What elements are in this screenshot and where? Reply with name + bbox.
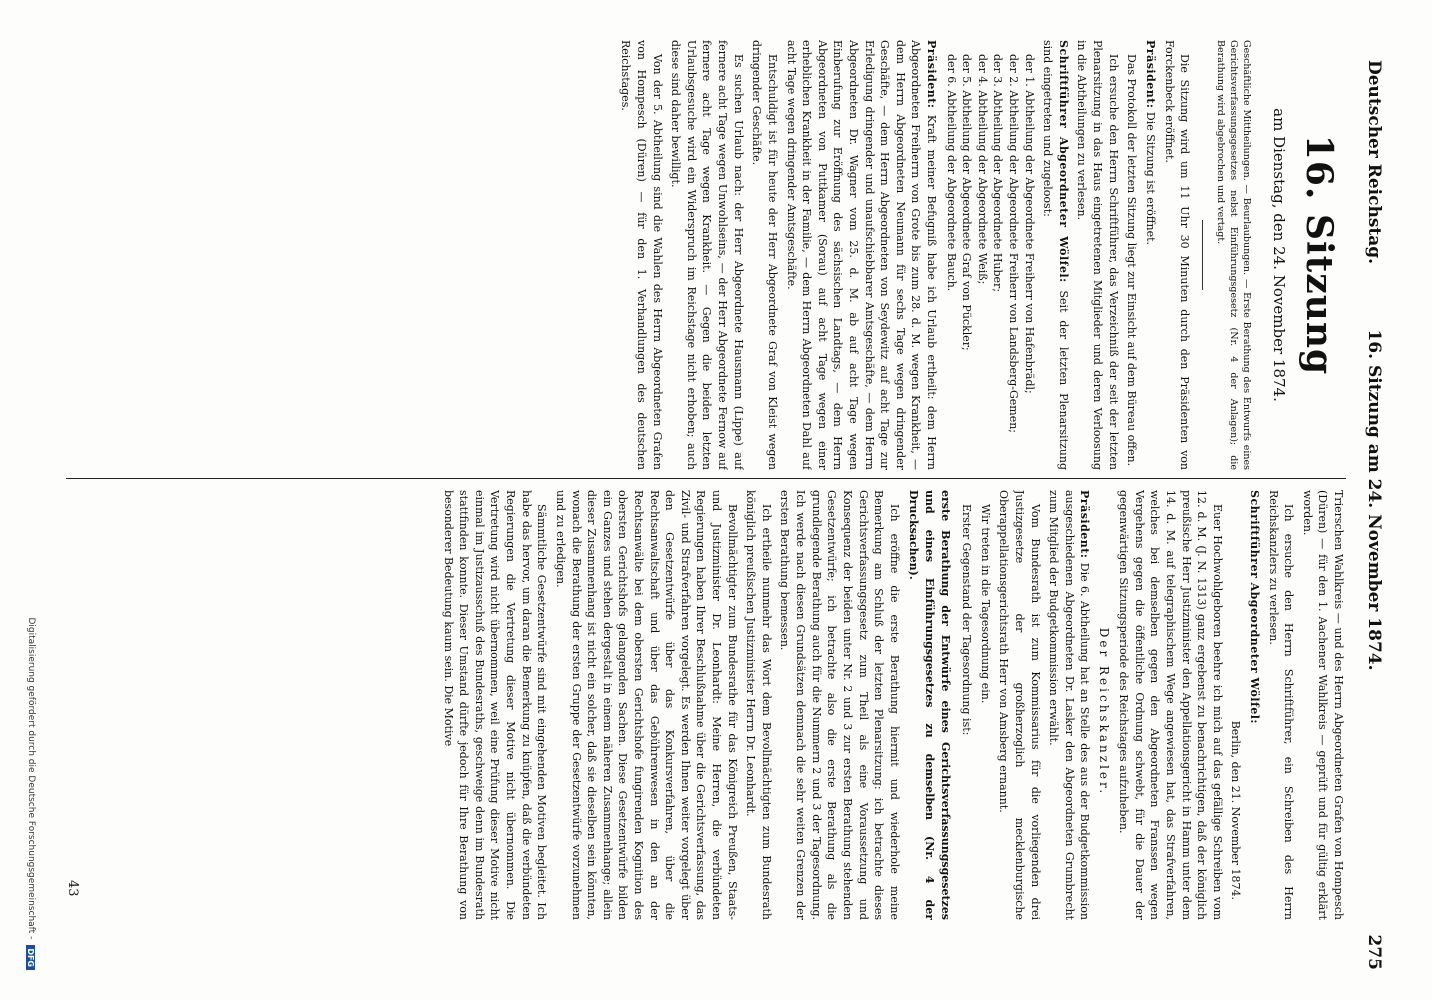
right-column [80, 490, 1346, 920]
letter-dateline: Berlin, den 21. November 1874. [1229, 720, 1243, 900]
list-item: der 3. Abtheilung der Abgeordnete Huber; [991, 54, 1005, 293]
header-publication: Deutscher Reichstag. [1364, 60, 1384, 265]
paragraph: Bevollmächtigter zum Bundesrathe für das Königreich Preußen, Staats- und Justizminister Dr. Leonhardt: Meine Herren, die verbündeten Regierungen haben Ihrer Beschlußnahme über die Gerichtsverfassung, das Zivil- und Strafverfahren vorgelegt. Es werden Ihnen weiter vorgelegt über den Gesetzentwürfe über das Konkursverfahren, über die Rechtsanwaltschaft und über das Gebührenwesen in den an der Rechtsanwälte bei dem obersten Gerichtshofe fungirenden Kognition des obersten Gerichtshofs gelangenden Sachen. Diese Gesetzentwürfe bilden ein Ganzes und stehen dergestalt in einem näheren Zusammenhange; allein dieser Zusammenhang ist nicht ein solcher, daß sie dieselben sein könnten, wonach die Berathung der ersten Gruppe der Gesetzentwürfe vorzunehmen und zu erledigen. [553, 490, 739, 920]
speaker-name: Präsident: [925, 40, 939, 109]
speech-paragraph [783, 40, 939, 470]
column-divider [66, 478, 1346, 479]
paragraph: Trierschen Wahlkreis — und des Herrn Abgeordneten Grafen von Hompesch (Düren) — für den 1. Aachener Wahlkreis — geprüft und für gültig erklärt worden. [1300, 490, 1345, 920]
speech-paragraph [1046, 490, 1093, 920]
paragraph: Ich eröffne die erste Berathung hiermit und wiederhole meine Bemerkung am Schluß der letzten Plenarsitzung: ich betrachte dieses Gerichtsverfassungsgesetz zum Theil als eine Voraussetzung und Konsequenz der beiden unter Nr. 2 und 3 zur ersten Berathung stehenden Gesetzentwürfe; ich betrachte also die erste Berathung als die grundlegende Berathung auch für die Nummern 2 und 3 der Tagesordnung. Ich werde nach diesen Grundsätzen demnach die sehr weiten Grenzen der ersten Berathung bemessen. [778, 490, 901, 920]
speech-text: Die 6. Abtheilung hat an Stelle des aus der Budgetkommission ausgeschiedenen Abgeordneten Dr. Lasker den Abgeordneten Grumbrecht zum Mitglied der Budgetkommission erwählt. [1047, 490, 1092, 920]
paragraph: Sämmtliche Gesetzentwürfe sind mit eingehenden Motiven begleitet. Ich habe das hervor, um daran die Bemerkung zu knüpfen, daß die verbündeten Regierungen die Vertretung dieser Motive nicht übernommen. Die Vertretung wird nicht übernommen, weil eine Prüfung dieser Motive nicht einmal im Justizausschuß des Bundesraths, geschweige denn im Bundesrath stattfinden konnte. Dieser Umstand dürfte jedoch für Ihre Berathung von besonderer Bedeutung kaum sein. Die Motive [441, 490, 549, 920]
paragraph: Die Sitzung wird um 11 Uhr 30 Minuten durch den Präsidenten von Forckenbeck eröffnet. [1162, 40, 1192, 470]
speaker-name: Präsident: [1078, 490, 1092, 559]
letter-signature: Der Reichskanzler. [1097, 627, 1112, 797]
speaker-name: Schriftführer Abgeordneter Wölfel: [1247, 490, 1261, 724]
header-session: 16. Sitzung am 24. November 1874. [1364, 329, 1384, 671]
assignment-list [943, 40, 1037, 470]
paragraph: Ich ertheile nunmehr das Wort dem Bevollmächtigten zum Bundesrath königlich preußischen Justizminister Herrn Dr. Leonhardt. [744, 490, 773, 920]
dfg-credit-text: Digitalisierung gefördert durch die Deutsche Forschungsgemeinschaft - [26, 617, 36, 940]
paragraph: Vom Bundesrath ist zum Kommissarius für die vorliegenden drei Justizgesetze der großherzoglich mecklenburgische Oberappellationsgerichtsrath Herr von Amsberg ernannt. [997, 490, 1042, 920]
paragraph: Erster Gegenstand der Tagesordnung ist: [960, 504, 974, 736]
speech-paragraph [1246, 490, 1262, 920]
paragraph: Das Protokoll der letzten Sitzung liegt zur Einsicht auf dem Büreau offen. [1125, 54, 1139, 467]
paragraph: Entschuldigt ist für heute der Herr Abgeordnete Graf von Kleist wegen dringender Geschäfte. [750, 40, 779, 470]
list-item: der 6. Abtheilung der Abgeordnete Bauch. [944, 54, 958, 292]
agenda-item: erste Berathung der Entwürfe eines Gerichtsverfassungsgesetzes und eines Einführungsgesetzes zu demselben (Nr. 4 der Drucksachen). [907, 490, 952, 920]
list-item: der 4. Abtheilung der Abgeordnete Weiß; [975, 54, 989, 285]
speech-paragraph [1142, 40, 1158, 470]
session-title: 16. Sitzung [1298, 134, 1340, 376]
session-summary: Geschäftliche Mittheilungen. — Beurlaubungen. — Erste Berathung des Entwurfs eines Gerichtsverfassungsgesetzes nebst Einführungsgesetz (Nr. 4 der Anlagen); die Berathung wird abgebrochen und vertagt. [1214, 40, 1252, 470]
list-item: der 5. Abtheilung der Abgeordnete Graf von Pückler; [960, 54, 974, 351]
header-page-number: 275 [1364, 934, 1384, 970]
digitization-credit [26, 30, 36, 970]
dfg-logo: DFG [27, 945, 36, 970]
speaker-name: Schriftführer Abgeordneter Wölfel: [1056, 40, 1070, 283]
list-item: der 2. Abtheilung der Abgeordnete Freiherr von Landsberg-Gemen; [1007, 54, 1021, 434]
paragraph: Es suchen Urlaub nach: der Herr Abgeordnete Hausmann (Lippe) auf fernere acht Tage wegen Unwohlseins, — der Herr Abgeordnete Fernow auf fernere acht Tage wegen Krankheit. — Gegen die beiden letzten Urlaubsgesuche wird ein Widerspruch im Reichstage nicht erhoben; auch diese sind daher bewilligt. [669, 40, 745, 470]
sheet-number: 43 [65, 880, 80, 897]
section-divider [1202, 220, 1203, 290]
paragraph: Ich ersuche den Herrn Schriftführer, ein Schreiben des Herrn Reichskanzlers zu verlesen. [1266, 490, 1296, 920]
session-date: am Dienstag, den 24. November 1874. [1269, 108, 1288, 402]
speaker-name: Präsident: [1143, 40, 1157, 109]
list-item: der 1. Abtheilung der Abgeordnete Freiherr von Hafenbrädl; [1022, 54, 1036, 394]
speech-text: Die Sitzung ist eröffnet. [1143, 111, 1157, 246]
speech-text: Seit der letzten Plenarsitzung sind eingetreten und zugeloost: [1041, 40, 1070, 470]
paragraph: Euer Hochwohlgeboren beehre ich mich auf das gefällige Schreiben vom 12. d. M. (J. N. 1313) ganz ergebenst zu benachrichtigen, daß der königlich preußische Herr Justizminister den Appellationsgericht in Hamm unter dem 14. d. M. auf telegraphischem Wege angewiesen hat, das Strafverfahren, welches bei demselben gegen den Abgeordneten Franssen wegen Vergehens gegen die öffentliche Ordnung schwebt, für die Dauer der gegenwärtigen Sitzungsperiode des Reichstages aufzuheben. [1117, 490, 1224, 920]
speech-text: Kraft meiner Befugniß habe ich Urlaub ertheilt: dem Herrn Abgeordneten Freiherrn von Grote bis zum 28. d. M. wegen Krankheit, — dem Herrn Abgeordneten Neumann für sechs Tage wegen dringender Geschäfte, — dem Herrn Abgeordneten von Seydewitz auf acht Tage zur Erledigung dringender und unaufschiebbarer Amtsgeschäfte, — dem Herrn Abgeordneten Dr. Wagner vom 25. d. M. ab auf acht Tage wegen Einberufung zur Eröffnung des sächsischen Landtags, — dem Herrn Abgeordneten von Puttkamer (Sorau) auf acht Tage wegen einer erheblichen Krankheit in der Familie, — dem Herrn Abgeordneten Dahl auf acht Tage wegen dringender Amtsgeschäfte. [784, 40, 939, 470]
paragraph: Von der 5. Abtheilung sind die Wahlen des Herrn Abgeordneten Grafen von Hompesch (Düren) — für den 1. Verhandlungen des deutschen Reichstages. [619, 40, 664, 470]
paragraph: Ich ersuche den Herrn Schriftführer, das Verzeichniß der seit der letzten Plenarsitzung in das Haus eingetretenen Mitglieder und deren Verloosung in die Abtheilungen zu verlesen. [1075, 40, 1120, 470]
running-header [1358, 0, 1384, 1000]
left-column [434, 40, 1346, 470]
speech-paragraph [1040, 40, 1071, 470]
paragraph: Wir treten in die Tagesordnung ein. [978, 504, 992, 704]
